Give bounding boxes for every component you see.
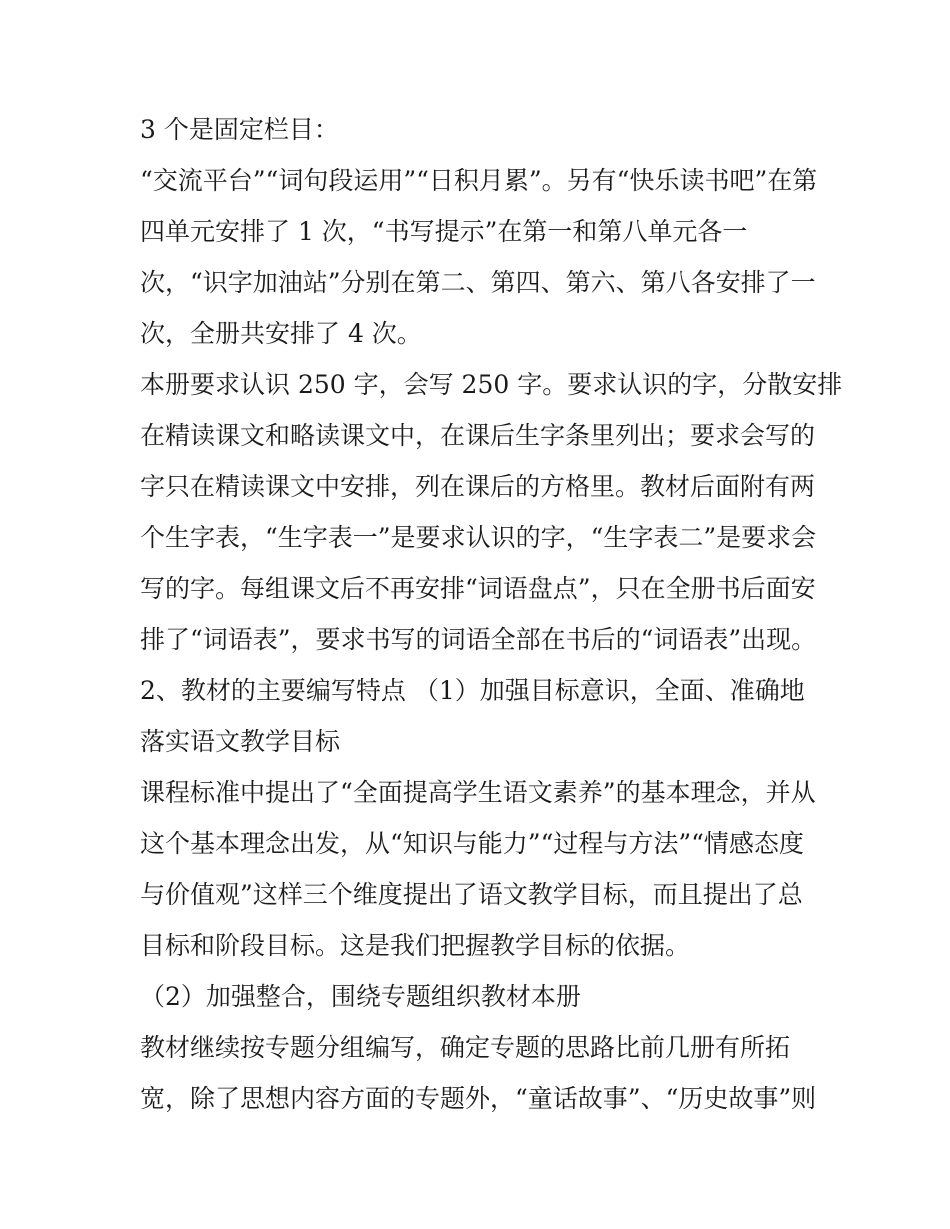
text-line-13: 落实语文教学目标 [140,727,341,756]
text-line-4: 次，“识字加油站”分别在第二、第四、第六、第八各安排了一 [140,268,816,297]
text-line-5: 次，全册共安排了 4 次。 [140,319,422,348]
text-line-15: 这个基本理念出发，从“知识与能力”“过程与方法”“情感态度 [140,829,804,858]
text-line-10: 写的字。每组课文后不再安排“词语盘点”，只在全册书后面安 [140,574,816,603]
text-line-17: 目标和阶段目标。这是我们把握教学目标的依据。 [140,931,691,960]
text-line-9: 个生字表，“生字表一”是要求认识的字，“生字表二”是要求会 [140,523,817,552]
text-line-2: “交流平台”“词句段运用”“日积月累”。另有“快乐读书吧”在第 [140,166,818,195]
text-line-20: 宽，除了思想内容方面的专题外，“童话故事”、“历史故事”则 [140,1084,817,1113]
text-line-18: （2）加强整合，围绕专题组织教材本册 [140,982,581,1011]
text-line-6: 本册要求认识 250 字，会写 250 字。要求认识的字，分散安排 [140,370,843,399]
text-line-19: 教材继续按专题分组编写，确定专题的思路比前几册有所拓 [140,1033,791,1062]
text-line-16: 与价值观”这样三个维度提出了语文教学目标，而且提出了总 [140,880,803,909]
text-line-12: 2、教材的主要编写特点 （1）加强目标意识，全面、准确地 [140,676,805,705]
text-line-3: 四单元安排了 1 次，“书写提示”在第一和第八单元各一 [140,217,748,246]
text-line-7: 在精读课文和略读课文中，在课后生字条里列出；要求会写的 [140,421,816,450]
text-line-8: 字只在精读课文中安排，列在课后的方格里。教材后面附有两 [140,472,816,501]
text-line-11: 排了“词语表”，要求书写的词语全部在书后的“词语表”出现。 [140,625,817,654]
text-line-1: 3 个是固定栏目： [140,115,339,144]
text-line-14: 课程标准中提出了“全面提高学生语文素养”的基本理念，并从 [140,778,816,807]
